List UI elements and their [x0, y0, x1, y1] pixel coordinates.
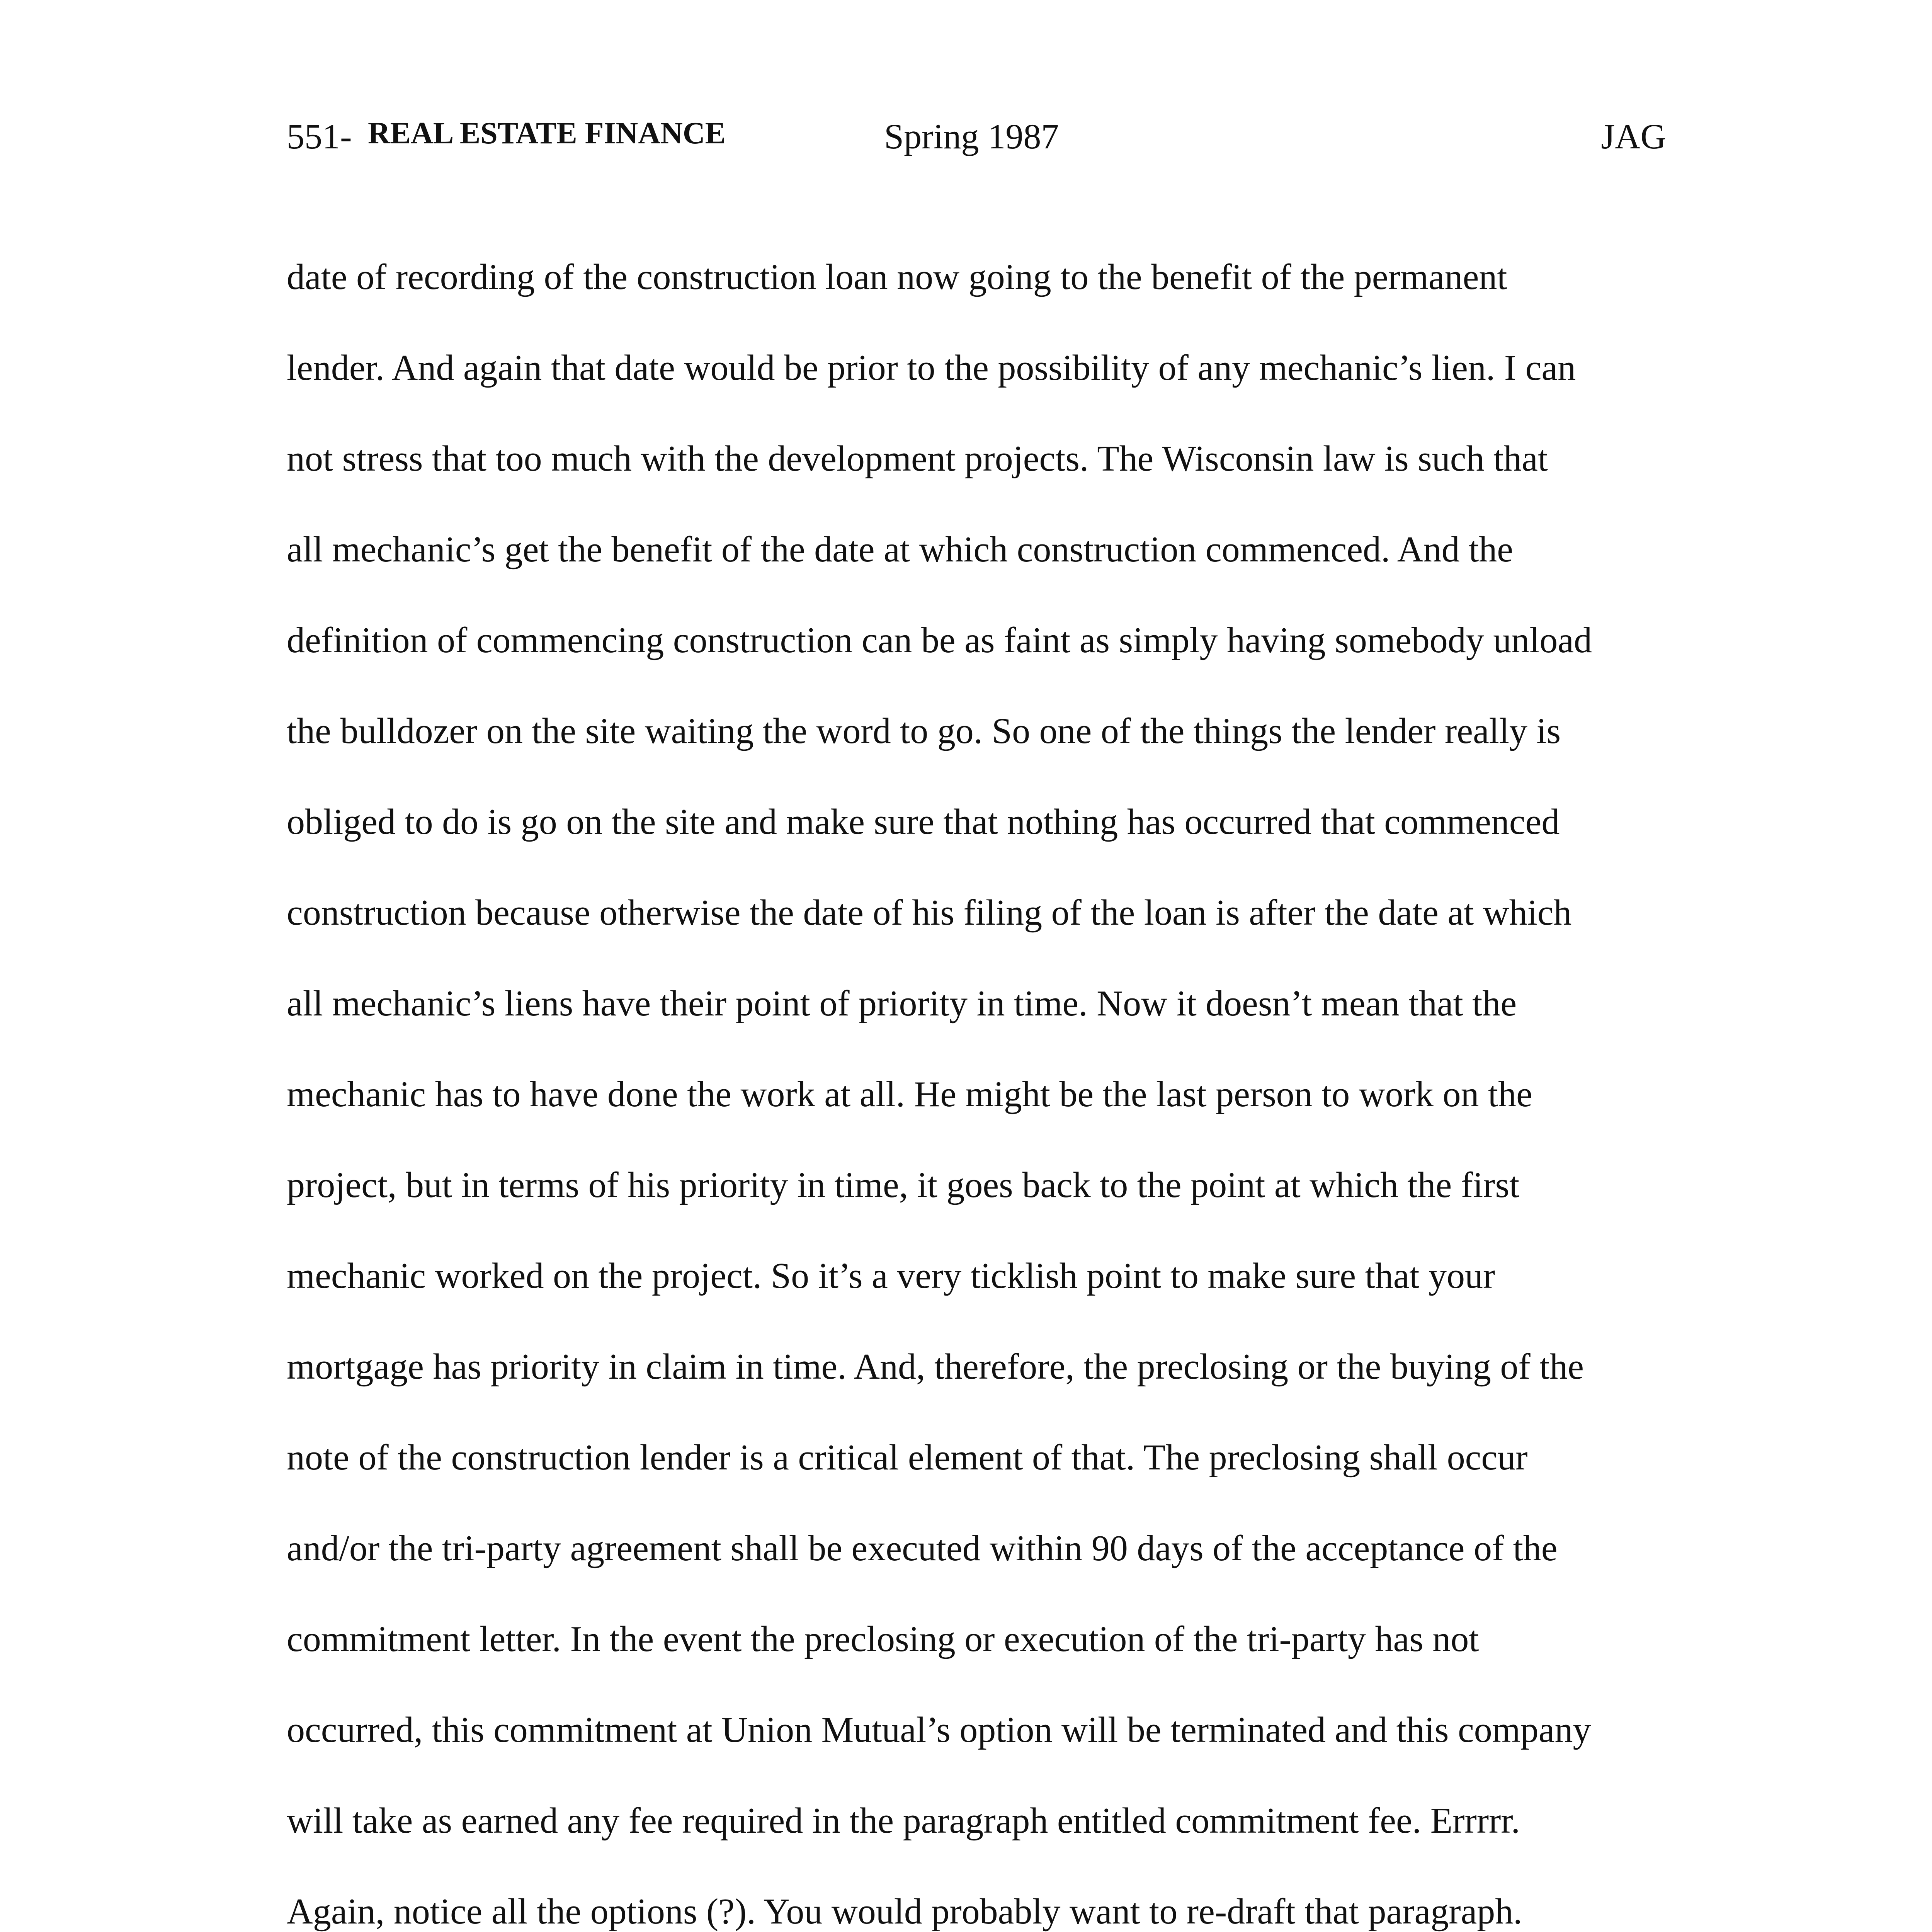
text-line: all mechanic’s get the benefit of the date at which construction commenced. And the [287, 529, 1514, 570]
course-name: REAL ESTATE FINANCE [368, 116, 726, 150]
text-line: obliged to do is go on the site and make sure that nothing has occurred that commenced [287, 802, 1560, 842]
transcript-body [287, 232, 1662, 1932]
text-line: date of recording of the construction loan now going to the benefit of the permanent [287, 257, 1507, 297]
text-line: the bulldozer on the site waiting the word to go. So one of the things the lender really is [287, 711, 1561, 751]
text-line: mortgage has priority in claim in time. And, therefore, the preclosing or the buying of the [287, 1347, 1584, 1387]
text-line: definition of commencing construction can be as faint as simply having somebody unload [287, 620, 1592, 660]
author-initials: JAG [1601, 117, 1666, 156]
text-line: and/or the tri-party agreement shall be executed within 90 days of the acceptance of the [287, 1528, 1558, 1568]
text-line: all mechanic’s liens have their point of priority in time. Now it doesn’t mean that the [287, 983, 1517, 1024]
text-line: note of the construction lender is a critical element of that. The preclosing shall occur [287, 1437, 1528, 1478]
text-line: not stress that too much with the development projects. The Wisconsin law is such that [287, 439, 1548, 479]
course-number: 551- [287, 117, 352, 156]
text-line: lender. And again that date would be prior to the possibility of any mechanic’s lien. I can [287, 348, 1576, 388]
text-line: occurred, this commitment at Union Mutual’s option will be terminated and this company [287, 1710, 1591, 1750]
term-label: Spring 1987 [884, 117, 1059, 156]
page-header [287, 116, 1666, 166]
text-line: will take as earned any fee required in the paragraph entitled commitment fee. Errrrr. [287, 1801, 1520, 1841]
text-line: commitment letter. In the event the preclosing or execution of the tri-party has not [287, 1619, 1479, 1659]
text-line: mechanic has to have done the work at all. He might be the last person to work on the [287, 1074, 1532, 1114]
text-line: project, but in terms of his priority in time, it goes back to the point at which the first [287, 1165, 1520, 1205]
text-line: construction because otherwise the date of his filing of the loan is after the date at which [287, 893, 1572, 933]
text-line: mechanic worked on the project. So it’s a very ticklish point to make sure that your [287, 1256, 1495, 1296]
text-line: Again, notice all the options (?). You would probably want to re-draft that paragraph. [287, 1891, 1522, 1932]
